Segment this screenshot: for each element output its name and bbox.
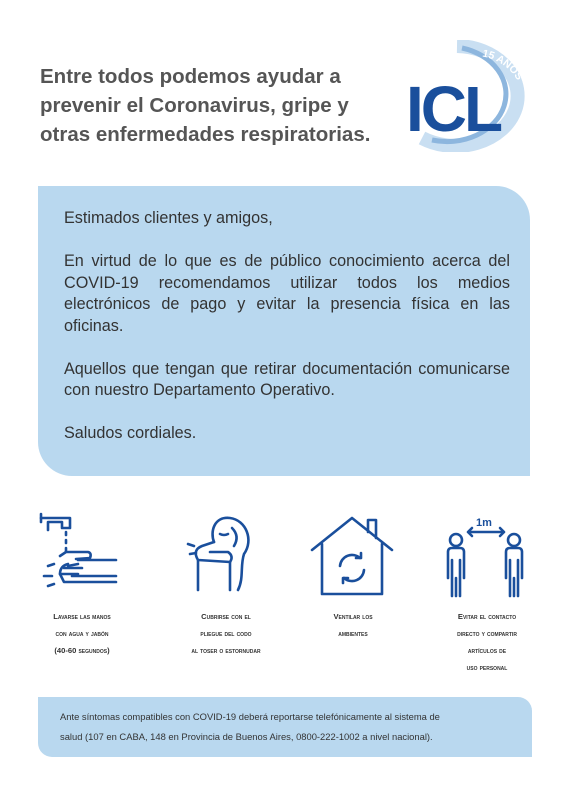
handwashing-icon: [38, 506, 128, 602]
tip-caption-elbow: [156, 608, 296, 659]
caption-line: directo y compartir: [457, 629, 517, 638]
caption-line: uso personal: [466, 663, 508, 672]
icl-logo: [402, 40, 532, 152]
headline-line: Entre todos podemos ayudar a: [40, 65, 341, 88]
headline-line: otras enfermedades respiratorias.: [40, 123, 371, 146]
caption-line: Lavarse las manos: [53, 612, 111, 621]
caption-line: Ventilar los: [333, 612, 373, 621]
letter-closing: Saludos cordiales.: [64, 424, 197, 442]
caption-line: ambientes: [338, 629, 368, 638]
letter-paragraph: Aquellos que tengan que retirar documentación comunicarse con nuestro Departamento Operativo.: [64, 359, 510, 399]
ventilate-house-icon: [308, 506, 398, 602]
cough-elbow-icon: [180, 506, 270, 602]
caption-line: Cubrirse con el: [201, 612, 251, 621]
caption-line: (40-60 segundos): [54, 646, 110, 655]
tip-caption-ventilate: [283, 608, 423, 642]
distance-label: 1m: [476, 517, 492, 529]
letter-greeting: Estimados clientes y amigos,: [64, 209, 273, 227]
caption-line: Evitar el contacto: [457, 612, 517, 621]
letter-box: [38, 186, 530, 476]
letter-paragraph: En virtud de lo que es de público conocimiento acerca del COVID-19 recomendamos utilizar todos los medios electrónicos de pago y evitar la presencia física en las oficinas.: [64, 252, 510, 335]
headline: [40, 62, 410, 149]
footer-line: Ante síntomas compatibles con COVID-19 deberá reportarse telefónicamente al sistema de: [60, 711, 440, 722]
distance-people-icon: [442, 506, 532, 602]
tip-caption-handwashing: [12, 608, 152, 659]
logo-text: ICL: [406, 73, 501, 145]
caption-line: pliegue del codo: [200, 629, 252, 638]
caption-line: artículos de: [467, 646, 507, 655]
caption-line: con agua y jabón: [55, 629, 109, 638]
headline-line: prevenir el Coronavirus, gripe y: [40, 94, 349, 117]
logo-badge: 15 AÑOS: [481, 47, 526, 83]
footer-notice: [38, 697, 532, 757]
caption-line: al toser o estornudar: [191, 646, 261, 655]
tip-caption-distance: [417, 608, 557, 676]
footer-line: salud (107 en CABA, 148 en Provincia de Buenos Aires, 0800-222-1002 a nivel nacional).: [60, 731, 433, 742]
